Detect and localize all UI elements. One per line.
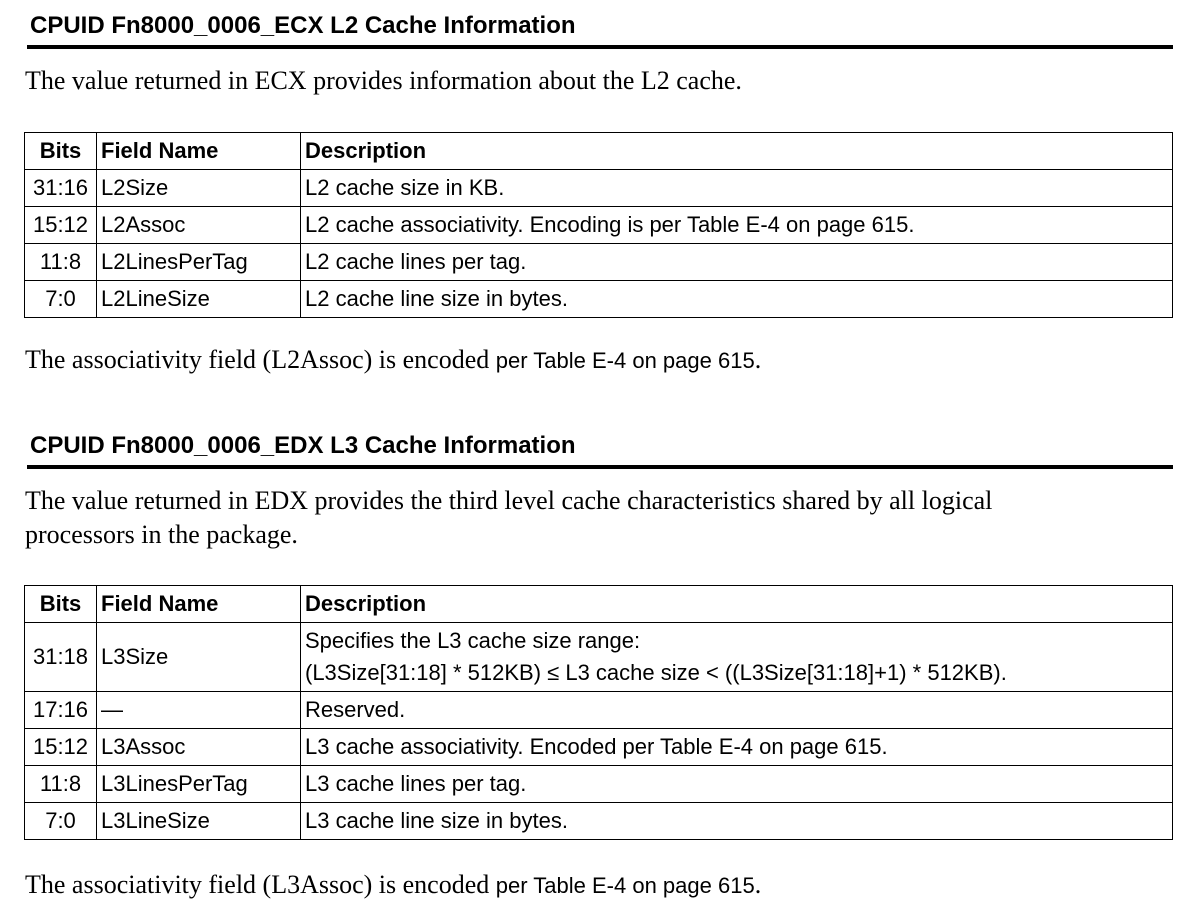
- bits-cell: 11:8: [25, 244, 97, 281]
- l3-intro-line-1: The value returned in EDX provides the third level cache characteristics shared by all logical: [25, 486, 993, 515]
- field-name-cell: —: [97, 692, 301, 729]
- l3-intro-line-2: processors in the package.: [25, 520, 298, 549]
- column-header-field-name: Field Name: [97, 586, 301, 623]
- l2-heading-rule: [27, 45, 1173, 49]
- field-name-cell: L3Size: [97, 623, 301, 692]
- field-name-cell: L3LineSize: [97, 803, 301, 840]
- column-header-description: Description: [301, 586, 1173, 623]
- bits-cell: 17:16: [25, 692, 97, 729]
- bits-cell: 7:0: [25, 281, 97, 318]
- l3-heading-rule: [27, 465, 1173, 469]
- field-name-cell: L3LinesPerTag: [97, 766, 301, 803]
- table-row: [25, 729, 1173, 766]
- column-header-field-name: Field Name: [97, 133, 301, 170]
- bits-cell: 31:18: [25, 623, 97, 692]
- description-cell: L2 cache line size in bytes.: [301, 281, 1173, 318]
- field-name-cell: L2LineSize: [97, 281, 301, 318]
- description-cell: Reserved.: [301, 692, 1173, 729]
- description-cell: L3 cache associativity. Encoded per Table E-4 on page 615.: [301, 729, 1173, 766]
- description-cell: L3 cache line size in bytes.: [301, 803, 1173, 840]
- description-cell: L3 cache lines per tag.: [301, 766, 1173, 803]
- table-row: [25, 803, 1173, 840]
- bits-cell: 15:12: [25, 207, 97, 244]
- l2-register-table: [24, 132, 1173, 318]
- l3-footer-note: [25, 868, 1175, 903]
- l2-intro-text: The value returned in ECX provides information about the L2 cache.: [25, 66, 742, 95]
- l3-footer-period: .: [754, 870, 762, 899]
- field-name-cell: L2LinesPerTag: [97, 244, 301, 281]
- l3-section-heading: CPUID Fn8000_0006_EDX L3 Cache Information: [30, 432, 576, 459]
- table-row: [25, 207, 1173, 244]
- column-header-description: Description: [301, 133, 1173, 170]
- l3-footer-text: The associativity field (L3Assoc) is encoded: [25, 870, 496, 899]
- description-cell: [301, 623, 1173, 692]
- field-name-cell: L2Size: [97, 170, 301, 207]
- table-row: [25, 170, 1173, 207]
- column-header-bits: Bits: [25, 586, 97, 623]
- bits-cell: 7:0: [25, 803, 97, 840]
- table-row: [25, 692, 1173, 729]
- l2-footer-text: The associativity field (L2Assoc) is encoded: [25, 345, 496, 374]
- l3-footer-table-reference: per Table E-4 on page 615: [495, 873, 755, 898]
- l2-footer-note: [25, 343, 1175, 378]
- description-line-1: Specifies the L3 cache size range:: [305, 628, 641, 653]
- l3-register-table: [24, 585, 1173, 840]
- table-row: [25, 281, 1173, 318]
- table-header-row: [25, 586, 1173, 623]
- l3-intro-text: [25, 484, 1175, 552]
- table-row: [25, 244, 1173, 281]
- l2-footer-table-reference: per Table E-4 on page 615: [495, 348, 755, 373]
- description-line-2: (L3Size[31:18] * 512KB) ≤ L3 cache size < ((L3Size[31:18]+1) * 512KB).: [305, 660, 1007, 685]
- l2-section-heading: CPUID Fn8000_0006_ECX L2 Cache Information: [30, 12, 576, 39]
- bits-cell: 11:8: [25, 766, 97, 803]
- table-row: [25, 766, 1173, 803]
- table-header-row: [25, 133, 1173, 170]
- field-name-cell: L3Assoc: [97, 729, 301, 766]
- description-cell: L2 cache associativity. Encoding is per Table E-4 on page 615.: [301, 207, 1173, 244]
- field-name-cell: L2Assoc: [97, 207, 301, 244]
- bits-cell: 15:12: [25, 729, 97, 766]
- bits-cell: 31:16: [25, 170, 97, 207]
- description-cell: L2 cache size in KB.: [301, 170, 1173, 207]
- column-header-bits: Bits: [25, 133, 97, 170]
- table-row: [25, 623, 1173, 692]
- l2-footer-period: .: [754, 345, 762, 374]
- description-cell: L2 cache lines per tag.: [301, 244, 1173, 281]
